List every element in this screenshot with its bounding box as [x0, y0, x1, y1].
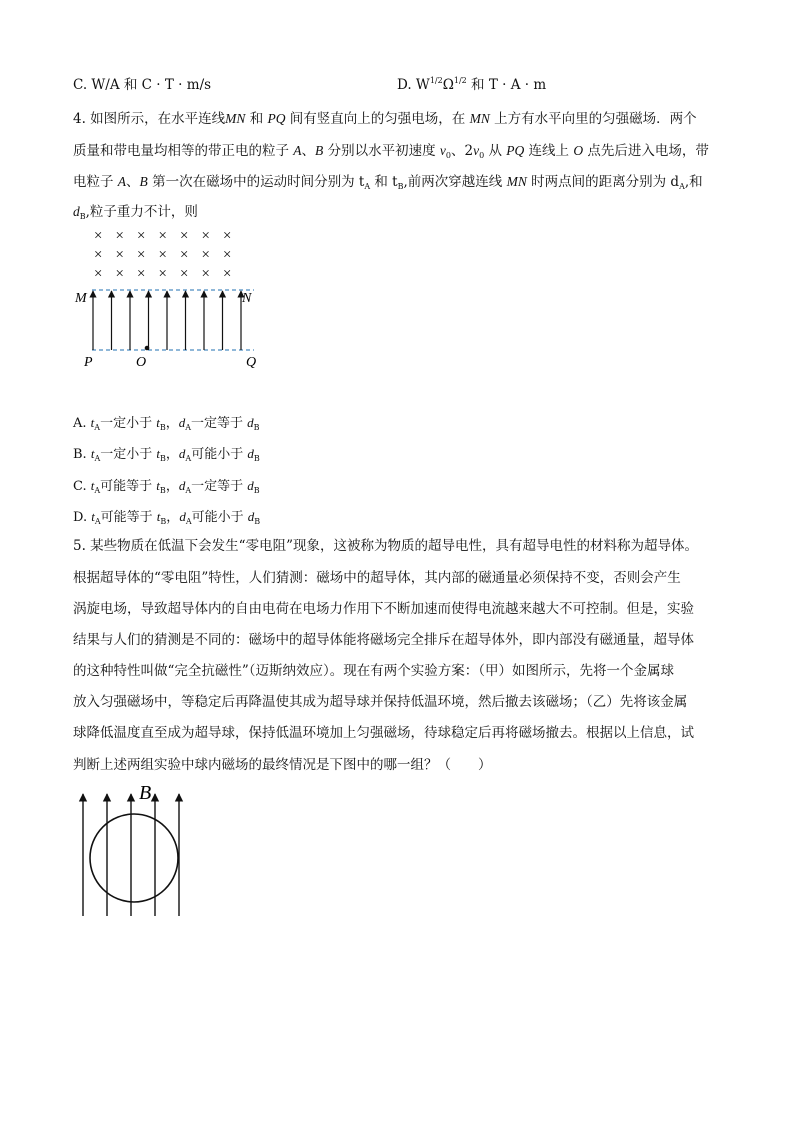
cross-mark: ×: [157, 247, 168, 263]
q4-option: B. $t_A$一定小于 $t_B$，$d_A$可能小于 $d_B$: [73, 446, 260, 463]
q5-stem-line: 涡旋电场，导致超导体内的自由电荷在电场力作用下不断加速而使得电流越来越大不可控制。但是，实验: [73, 601, 694, 617]
cross-mark: ×: [114, 247, 125, 263]
cross-mark: ×: [136, 247, 147, 263]
q4-stem-line-2: 质量和带电量均相等的带正电的粒子 A、B 分别以水平初速度 $v_0$、$2v_0$ 从 PQ 连线上 O 点先后进入电场，带: [73, 143, 709, 160]
label-o: O: [136, 355, 147, 370]
q5-stem-line: 放入匀强磁场中，等稳定后再降温使其成为超导球并保持低温环境，然后撤去该磁场；（乙）先将该金属: [73, 694, 688, 710]
cross-mark: ×: [114, 266, 125, 282]
cross-mark: ×: [136, 266, 147, 282]
cross-mark: ×: [200, 266, 211, 282]
q4-field-diagram: [70, 224, 270, 374]
point-o-dot: [145, 346, 150, 351]
cross-mark: ×: [93, 247, 104, 263]
q3-option-c: C. W/A 和 C · T · m/s: [73, 77, 212, 93]
q5-stem-line: 球降低温度直至成为超导球，保持低温环境加上匀强磁场，待球稳定后再将磁场撤去。根据以上信息，试: [73, 725, 694, 741]
cross-mark: ×: [222, 266, 233, 282]
q4-option: D. $t_A$可能等于 $t_B$，$d_A$可能小于 $d_B$: [73, 509, 261, 526]
cross-mark: ×: [93, 266, 104, 282]
b-field-label: B: [139, 782, 152, 804]
b-field-lines: [83, 794, 179, 916]
cross-mark: ×: [200, 228, 211, 244]
electric-field-arrows: [93, 291, 241, 350]
cross-mark: ×: [222, 228, 233, 244]
cross-mark: ×: [179, 228, 190, 244]
q4-option: A. $t_A$一定小于 $t_B$，$d_A$一定等于 $d_B$: [73, 415, 260, 432]
cross-mark: ×: [93, 228, 104, 244]
q5-sphere-field-diagram: [70, 782, 200, 922]
q5-stem-line: 根据超导体的“零电阻”特性，人们猜测：磁场中的超导体，其内部的磁通量必须保持不变，否则会产生: [73, 570, 681, 586]
q4-stem-line-3: 电粒子 A、B 第一次在磁场中的运动时间分别为 $t_A$ 和 $t_B$,前两次穿越连线 MN 时两点间的距离分别为 $d_A$,和: [73, 174, 703, 191]
label-n: N: [242, 291, 252, 306]
q3-option-d: D. $W^{1/2}\Omega^{1/2}$ 和 T · A · m: [397, 76, 547, 93]
cross-mark: ×: [179, 247, 190, 263]
cross-mark: ×: [157, 266, 168, 282]
q5-stem-line: 5. 某些物质在低温下会发生“零电阻”现象，这被称为物质的超导电性，具有超导电性的材料称为超导体。: [73, 538, 698, 554]
cross-mark: ×: [200, 247, 211, 263]
cross-mark: ×: [136, 228, 147, 244]
cross-mark: ×: [222, 247, 233, 263]
label-m: M: [75, 291, 87, 306]
cross-mark: ×: [179, 266, 190, 282]
q5-stem-line: 结果与人们的猜测是不同的：磁场中的超导体能将磁场完全排斥在超导体外，即内部没有磁通量，超导体: [73, 632, 694, 648]
label-p: P: [84, 355, 93, 370]
magnetic-field-crosses: [93, 228, 232, 282]
q4-stem-line-1: 4. 如图所示，在水平连线MN 和 PQ 间有竖直向上的匀强电场，在 MN 上方有水平向里的匀强磁场．两个: [73, 111, 697, 127]
label-q: Q: [246, 355, 257, 370]
q5-stem-line: 的这种特性叫做“完全抗磁性”（迈斯纳效应）。现在有两个实验方案：（甲）如图所示，先将一个金属球: [73, 663, 675, 679]
sphere-circle: [90, 814, 178, 902]
q4-stem-line-4: $d_B$,粒子重力不计，则: [73, 204, 198, 221]
q5-stem-line: 判断上述两组实验中球内磁场的最终情况是下图中的哪一组？（ ）: [73, 757, 492, 773]
q4-option: C. $t_A$可能等于 $t_B$，$d_A$一定等于 $d_B$: [73, 478, 260, 495]
cross-mark: ×: [114, 228, 125, 244]
cross-mark: ×: [157, 228, 168, 244]
